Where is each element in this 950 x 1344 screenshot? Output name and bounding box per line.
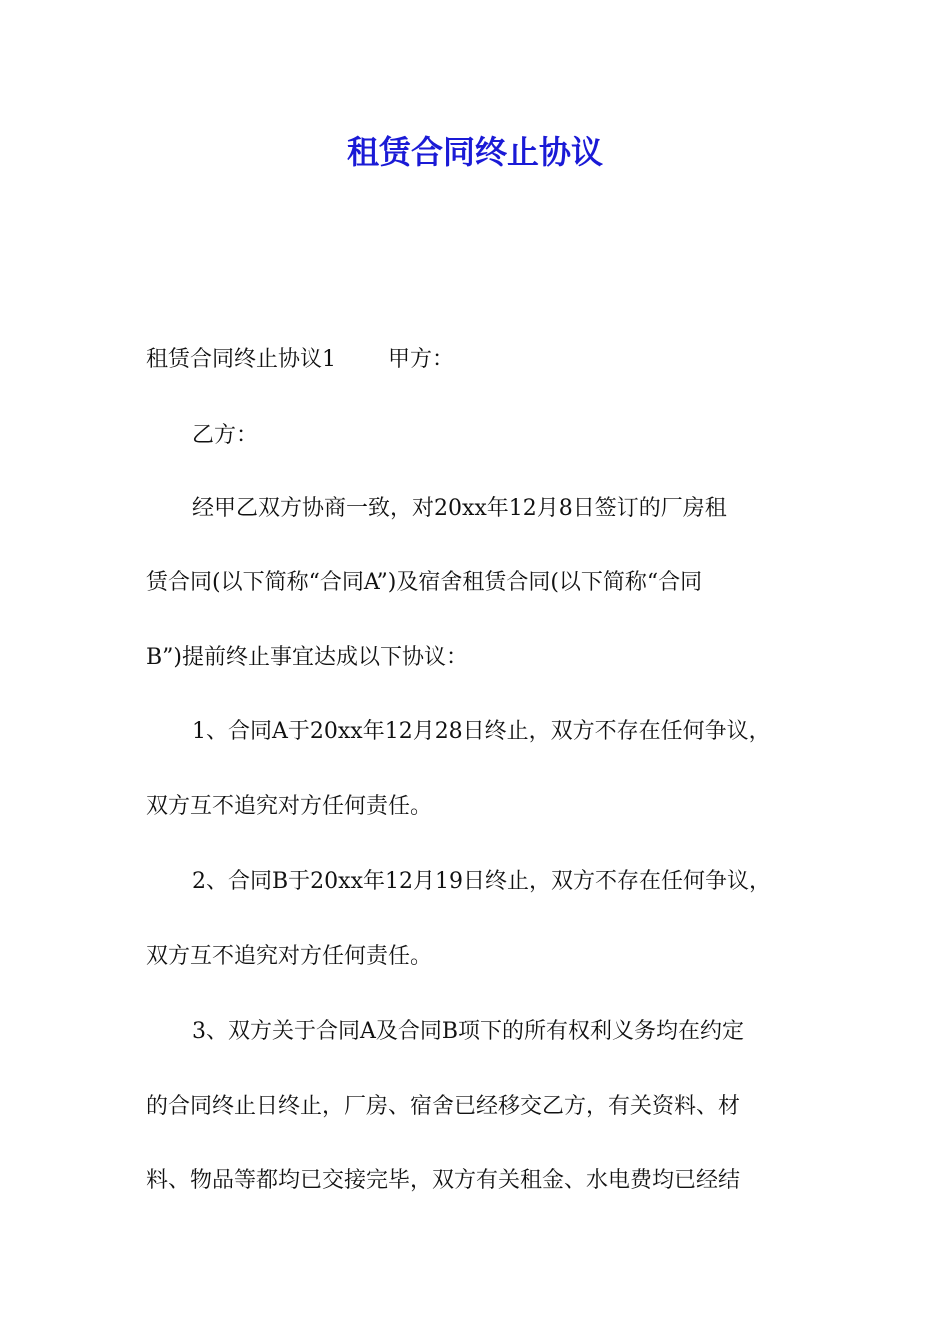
party-b-label: 乙方： <box>192 423 259 448</box>
agreement-number: 租赁合同终止协议1 <box>146 347 336 372</box>
clause-line: 1、合同A于20xx年12月28日终止，双方不存在任何争议， <box>192 719 771 744</box>
clause-line: 双方互不追究对方任何责任。 <box>146 944 433 969</box>
clause-line: 3、双方关于合同A及合同B项下的所有权利义务均在约定 <box>192 1019 745 1044</box>
clause-line: 双方互不追究对方任何责任。 <box>146 794 433 819</box>
party-a-label: 甲方： <box>388 347 455 372</box>
paragraph-line: 赁合同(以下简称“合同A”)及宿舍租赁合同(以下简称“合同 <box>146 570 703 595</box>
clause-line: 的合同终止日终止，厂房、宿舍已经移交乙方，有关资料、材 <box>146 1094 741 1119</box>
paragraph-line: 经甲乙双方协商一致，对20xx年12月8日签订的厂房租 <box>192 496 727 521</box>
clause-line: 2、合同B于20xx年12月19日终止，双方不存在任何争议， <box>192 869 771 894</box>
document-title: 租赁合同终止协议 <box>346 133 603 171</box>
clause-line: 料、物品等都均已交接完毕，双方有关租金、水电费均已经结 <box>146 1168 741 1193</box>
heading-line <box>146 345 454 375</box>
paragraph-line: B”)提前终止事宜达成以下协议： <box>146 645 468 670</box>
